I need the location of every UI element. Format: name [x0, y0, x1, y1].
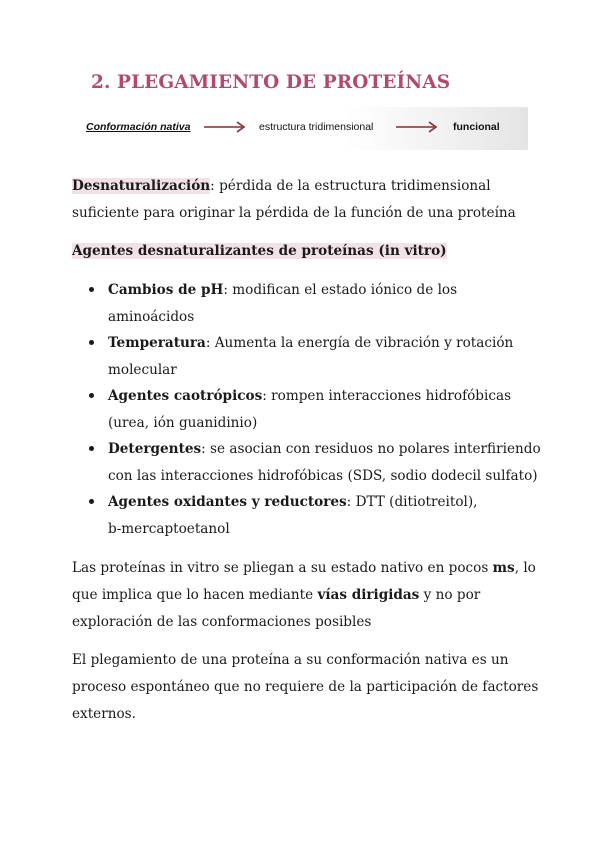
spontaneous-folding-paragraph — [72, 647, 539, 728]
para2-text: El plegamiento de una proteína a su conformación nativa es un — [72, 652, 509, 668]
bullet-icon — [89, 393, 94, 398]
section-heading: 2. PLEGAMIENTO DE PROTEÍNAS — [91, 72, 451, 93]
arrow-right-icon — [396, 120, 442, 134]
agent-term: Agentes caotrópicos — [108, 388, 263, 404]
agent-desc: : DTT (ditiotreitol), — [346, 494, 478, 510]
bullet-icon — [89, 340, 94, 345]
bullet-icon — [89, 446, 94, 451]
definition-paragraph — [72, 173, 534, 227]
para1-emphasis-directed-paths: vías dirigidas — [317, 587, 420, 603]
agent-term: Cambios de pH — [108, 282, 224, 298]
bullet-icon — [89, 499, 94, 504]
flow-step-3d-structure: estructura tridimensional — [259, 121, 374, 133]
para1-text: exploración de las conformaciones posibles — [72, 614, 372, 630]
agents-heading: Agentes desnaturalizantes de proteínas (in vitro) — [72, 243, 447, 259]
list-item — [72, 436, 541, 489]
para1-text: que implica que lo hacen mediante — [72, 587, 318, 603]
arrow-right-icon — [204, 120, 250, 134]
para1-text: y no por — [419, 587, 481, 603]
agent-desc-cont: molecular — [108, 361, 177, 378]
agents-heading-paragraph — [72, 238, 534, 265]
agent-desc: : se asocian con residuos no polares interfiriendo — [201, 441, 541, 457]
list-item — [72, 489, 534, 542]
para1-text: Las proteínas in vitro se pliegan a su estado nativo en pocos — [72, 560, 493, 576]
agent-desc-cont: b-mercaptoetanol — [108, 520, 230, 537]
flow-step-functional: funcional — [453, 121, 500, 133]
flow-step-native-conformation: Conformación nativa — [86, 121, 191, 133]
agent-desc: : modifican el estado iónico de los — [223, 282, 458, 298]
agents-list — [72, 277, 541, 542]
list-item — [72, 383, 534, 436]
agent-desc: : rompen interacciones hidrofóbicas — [262, 388, 512, 404]
agent-desc: : Aumenta la energía de vibración y rotación — [205, 335, 514, 351]
agent-desc-cont: aminoácidos — [108, 308, 195, 325]
list-item — [72, 330, 534, 383]
agent-term: Agentes oxidantes y reductores — [108, 494, 347, 510]
agent-desc-cont: (urea, ión guanidinio) — [108, 414, 258, 431]
para1-emphasis-ms: ms — [492, 560, 515, 576]
agent-term: Detergentes — [108, 441, 202, 457]
in-vitro-folding-paragraph — [72, 555, 534, 636]
list-item — [72, 277, 534, 330]
definition-text-line1: : pérdida de la estructura tridimensional — [210, 178, 491, 194]
definition-text-line2: suficiente para originar la pérdida de la función de una proteína — [72, 205, 516, 221]
para2-text: proceso espontáneo que no requiere de la participación de factores — [72, 679, 539, 695]
agent-term: Temperatura — [108, 335, 206, 351]
folding-flow-diagram — [72, 107, 528, 150]
bullet-icon — [89, 287, 94, 292]
para1-text: , lo — [514, 560, 536, 576]
definition-term: Desnaturalización — [72, 178, 211, 194]
agent-desc-cont: con las interacciones hidrofóbicas (SDS, sodio dodecil sulfato) — [108, 467, 538, 484]
para2-text: externos. — [72, 706, 136, 722]
